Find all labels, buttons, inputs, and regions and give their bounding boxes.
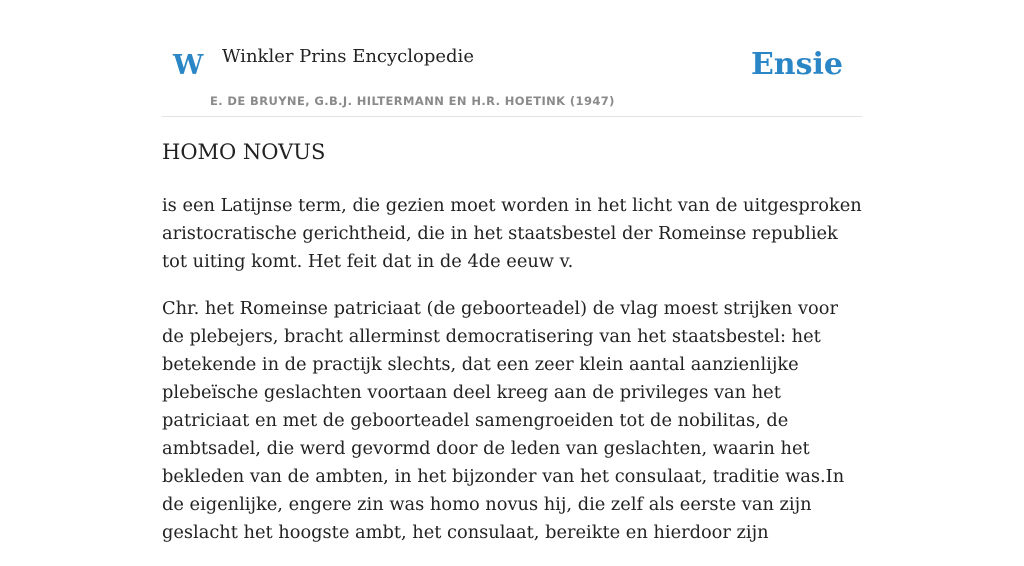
- page: [162, 0, 862, 543]
- ensie-brand-logo[interactable]: Ensie: [750, 47, 843, 82]
- header: [162, 0, 862, 117]
- winkler-prins-logo-icon[interactable]: W: [173, 50, 204, 81]
- entry-paragraph-2: Chr. het Romeinse patriciaat (de geboorteadel) de vlag moest strijken voor de plebejers, bracht allerminst democratisering van het staatsbestel: het betekende in de practijk slechts, dat een zeer klein aantal aanzienlijke plebeïsche geslachten voortaan deel kreeg aan de privileges van het patriciaat en met de geboorteadel samengroeiden tot de nobilitas, de ambtsadel, die werd gevormd door de leden van geslachten, waarin het bekleden van de ambten, in het bijzonder van het consulaat, traditie was.In de eigenlijke, engere zin was homo novus hij, die zelf als eerste van zijn geslacht het hoogste ambt, het consulaat, bereikte en hierdoor zijn: [162, 298, 845, 543]
- site-title[interactable]: Winkler Prins Encyclopedie: [222, 46, 474, 67]
- authors-line: E. DE BRUYNE, G.B.J. HILTERMANN EN H.R. HOETINK (1947): [210, 94, 615, 108]
- entry-title: HOMO NOVUS: [162, 140, 326, 164]
- entry-body: [162, 192, 862, 566]
- entry-paragraph-1: is een Latijnse term, die gezien moet worden in het licht van de uitgesproken aristocratische gerichtheid, die in het staatsbestel der Romeinse republiek tot uiting komt. Het feit dat in de 4de eeuw v.: [162, 195, 862, 272]
